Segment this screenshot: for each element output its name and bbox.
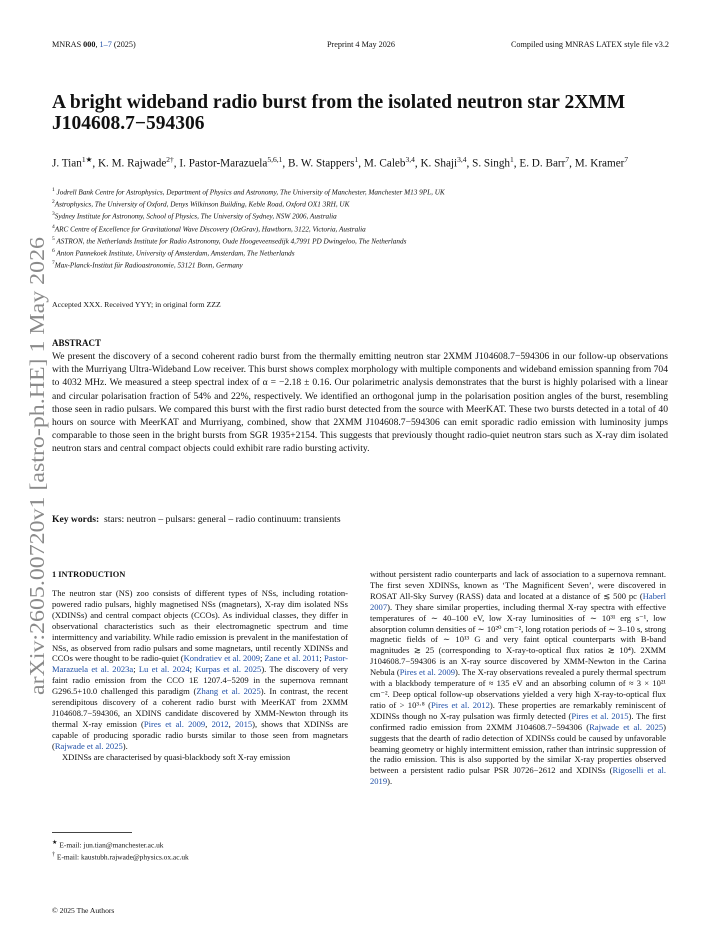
body-text: ). The first confirmed radio emission from 2XMM J104608.7−594306 ( bbox=[370, 710, 666, 732]
running-header-left: MNRAS 000, 1–7 (2025) bbox=[52, 40, 136, 49]
citation-link[interactable]: Zhang et al. 2025 bbox=[196, 686, 261, 697]
body-text: ). The X-ray observations revealed a purely thermal spectrum with a blackbody temperature of ≈ 135 eV and an absorbing column of ≈ 3 × 10²¹ cm⁻². Deep optical follow-up observations yielded a very high X-ray-to-optical flux ratio of > 10³·⁸ ( bbox=[370, 667, 666, 710]
author-name: K. M. Rajwade bbox=[97, 157, 167, 170]
citation-link[interactable]: 2012 bbox=[211, 718, 229, 729]
body-text: ; bbox=[133, 664, 139, 675]
body-text: without persistent radio counterparts and lack of association to a supernova remnant. The first seven XDINSs, known as ‘The Magnificent Seven’, were discovered in ROSAT All-Sky Survey (RASS) data and located at a distance of ≲ 500 pc ( bbox=[370, 569, 666, 601]
affiliation-text: ASTRON, the Netherlands Institute for Radio Astronomy, Oude Hoogeveensedijk 4,7991 PD Dwingeloo, The Netherlands bbox=[54, 237, 407, 246]
paragraph bbox=[370, 569, 666, 787]
journal-year: (2025) bbox=[113, 40, 136, 49]
citation-link[interactable]: Haberl 2007 bbox=[370, 590, 666, 612]
affiliation-number: 6 bbox=[52, 248, 55, 255]
page-range-link[interactable]: 1–7 bbox=[99, 40, 112, 49]
citation-link[interactable]: Rigoselli et al. 2019 bbox=[370, 765, 666, 787]
footnote-item bbox=[52, 850, 189, 862]
affiliation-number: 4 bbox=[52, 223, 55, 230]
paper-title: A bright wideband radio burst from the isolated neutron star 2XMM J104608.7−594306 bbox=[52, 92, 626, 134]
body-text: ) suggests that the dearth of radio detection of XDINSs could be caused by unfavorable beaming geometry or highly intermittent emission, rather than intrinsic suppression of the radio emission. This is also supported by the similar X-ray properties observed between a persistent radio pulsar PSR J0726−2612 and XDINSs ( bbox=[370, 721, 666, 776]
author-affiliation-mark: 1 bbox=[354, 155, 359, 164]
acceptance-note: Accepted XXX. Received YYY; in original form ZZZ bbox=[52, 300, 221, 309]
citation-link[interactable]: Rajwade et al. 2025 bbox=[54, 740, 123, 751]
body-text: ). The discovery of very faint radio emission from the CCO 1E 1207.4−5209 in the supernova remnant G296.5+10.0 challenged this paradigm ( bbox=[52, 664, 348, 697]
affiliation-number: 3 bbox=[52, 211, 55, 218]
affiliation-number: 1 bbox=[52, 187, 55, 193]
body-text: ; bbox=[260, 653, 265, 664]
paragraph: XDINSs are characterised by quasi-blackbody soft X-ray emission bbox=[62, 751, 291, 762]
affiliation-item bbox=[52, 235, 672, 247]
author-name: E. D. Barr bbox=[519, 157, 566, 170]
author-name: M. Caleb bbox=[363, 157, 406, 170]
affiliation-item bbox=[52, 259, 672, 271]
affiliation-number: 5 bbox=[52, 235, 55, 242]
author-name: M. Kramer bbox=[574, 157, 625, 170]
affiliation-item bbox=[52, 247, 672, 259]
journal-name: MNRAS bbox=[52, 40, 82, 49]
body-text: ). bbox=[387, 776, 393, 787]
author-affiliation-mark: 1★ bbox=[81, 155, 93, 164]
affiliation-number: 7 bbox=[52, 260, 55, 267]
author-name: B. W. Stappers bbox=[287, 157, 355, 170]
abstract-heading: ABSTRACT bbox=[52, 338, 102, 348]
journal-volume: 000 bbox=[83, 40, 96, 49]
citation-link[interactable]: Pastor-Marazuela et al. 2023a bbox=[52, 653, 348, 675]
citation-link[interactable]: Pires et al. 2009 bbox=[143, 718, 206, 729]
affiliation-text: Max-Planck-Institut für Radioastronomie, 53121 Bonn, Germany bbox=[54, 261, 243, 270]
author-affiliation-mark: 3,4 bbox=[405, 155, 415, 164]
abstract-text: We present the discovery of a second coherent radio burst from the thermally emitting neutron star 2XMM J104608.7−594306 in our follow-up observations with the Murriyang Ultra-Wideband Low receiver. This burst shows complex morphology with multiple components and wideband emission spanning from 704 to 4032 MHz. We measured a steep spectral index of α = −2.18 ± 0.16. Our polarimetric analysis demonstrates that the burst is highly polarised with a linear and circular polarisation fraction of 54% and 22%, respectively. We identified an orthogonal jump in the polarisation position angles of the burst, resembling those seen in radio pulsars. We compared this burst with the first radio burst detected from the source with MeerKAT. These two bursts detected in a total of 40 hours on source with MeerKAT and Murriyang, combined, show that 2XMM J104608.7−594306 can emit sporadic radio emission with luminosity jumps comparable to those seen in the bright bursts from SGR 1935+2154. This suggests that previously thought radio-quiet neutron stars such as X-ray dim isolated neutron stars and central compact objects could exhibit rare radio bursting activity. bbox=[52, 351, 668, 455]
affiliation-item bbox=[52, 186, 672, 198]
paragraph bbox=[52, 588, 348, 752]
keywords-text: stars: neutron – pulsars: general – radio continuum: transients bbox=[103, 514, 341, 525]
author-affiliation-mark: 7 bbox=[565, 155, 570, 164]
footnote-email[interactable]: E-mail: jun.tian@manchester.ac.uk bbox=[57, 840, 164, 850]
author-affiliation-mark: 3,4 bbox=[457, 155, 467, 164]
citation-link[interactable]: Lu et al. 2024 bbox=[138, 664, 190, 675]
author-list: J. Tian$^{1★}$, K. M. Rajwade$^{2\dagger}$, I. Pastor-Marazuela$^{5,6,1}$, B. W. Stappers$^1$, M. Caleb$^{3,4}$, K. Shaji$^{3,4}$, S. Singh$^1$, E. D. Barr$^7$, M. Kramer$^7$ bbox=[52, 155, 629, 170]
preprint-date: Preprint 4 May 2026 bbox=[327, 40, 395, 49]
citation-link[interactable]: Pires et al. 2012 bbox=[430, 699, 490, 710]
author-name: S. Singh bbox=[472, 157, 511, 170]
section-heading-introduction: 1 INTRODUCTION bbox=[52, 570, 126, 579]
author-affiliation-mark: 1 bbox=[510, 155, 514, 164]
body-column-right bbox=[370, 569, 666, 787]
footnote-rule bbox=[52, 832, 132, 833]
citation-link[interactable]: Pires et al. 2009 bbox=[399, 667, 456, 678]
author-affiliation-mark: 2† bbox=[166, 155, 174, 164]
affiliation-text: ARC Centre of Excellence for Gravitational Wave Discovery (OzGrav), Hawthorn, 3122, Victoria, Australia bbox=[54, 225, 366, 234]
affiliation-item bbox=[52, 223, 672, 235]
footnotes bbox=[52, 838, 189, 863]
author-name: J. Tian bbox=[52, 157, 82, 170]
author-name: I. Pastor-Marazuela bbox=[179, 157, 268, 170]
body-text: ). bbox=[122, 740, 128, 751]
body-column-left bbox=[52, 588, 348, 763]
citation-link[interactable]: Zane et al. 2011 bbox=[264, 653, 320, 664]
footnote-email[interactable]: E-mail: kaustubh.rajwade@physics.ox.ac.uk bbox=[55, 852, 189, 862]
citation-link[interactable]: Kurpas et al. 2025 bbox=[195, 664, 262, 675]
body-text: ). In contrast, the recent serendipitous discovery of a coherent radio burst with MeerKAT from 2XMM J104608.7−594306, an XDINS candidate discovered by XMM-Newton through its thermal X-ray emission ( bbox=[52, 686, 349, 729]
body-text: ; bbox=[319, 653, 324, 664]
author-affiliation-mark: 5,6,1 bbox=[267, 155, 283, 164]
body-text: ), shows that XDINSs are capable of producing sporadic radio bursts similar to those seen from magnetars ( bbox=[52, 718, 348, 751]
keywords bbox=[52, 514, 668, 525]
author-affiliation-mark: 7 bbox=[624, 155, 629, 164]
citation-link[interactable]: 2015 bbox=[235, 718, 253, 729]
body-text: ). These properties are remarkably reminiscent of XDINSs though no X-ray pulsation was firmly detected ( bbox=[370, 699, 666, 721]
arxiv-stamp-text: arXiv:2605.00720v1 [astro-ph.HE] 1 May 2026 bbox=[25, 282, 49, 695]
body-text: , bbox=[228, 718, 236, 729]
body-text: The neutron star (NS) zoo consists of different types of NSs, including rotation-powered radio pulsars, highly magnetised NSs (magnetars), X-ray dim isolated NSs (XDINSs) and central compact objects (CCOs). As individual classes, they differ in observational characteristics such as their electromagnetic spectrum and time intermittency and variability. While radio emission is prevalent in the manifestation of NSs, as observed from radio pulsars and some magnetars, until recently XDINSs and CCOs were thought to be radio-quiet ( bbox=[52, 588, 348, 664]
keywords-label: Key words: bbox=[52, 514, 100, 525]
author-name: K. Shaji bbox=[420, 157, 458, 170]
copyright-notice: © 2025 The Authors bbox=[52, 906, 115, 915]
citation-link[interactable]: Rajwade et al. 2025 bbox=[589, 721, 664, 732]
affiliation-text: Sydney Institute for Astronomy, School of Physics, The University of Sydney, NSW 2006, Australia bbox=[54, 212, 337, 221]
affiliation-text: Anton Pannekoek Institute, University of Amsterdam, Amsterdam, The Netherlands bbox=[54, 249, 295, 258]
footnote-mark: † bbox=[52, 852, 56, 859]
footnote-item bbox=[52, 838, 189, 850]
affiliation-list bbox=[52, 186, 672, 272]
compiled-note: Compiled using MNRAS LATEX style file v3.2 bbox=[510, 40, 669, 49]
arxiv-stamp bbox=[14, 235, 54, 695]
citation-link[interactable]: Pires et al. 2015 bbox=[571, 710, 629, 721]
affiliation-number: 2 bbox=[52, 199, 55, 206]
affiliation-text: Astrophysics, The University of Oxford, Denys Wilkinson Building, Keble Road, Oxford OX1 3RH, UK bbox=[54, 200, 350, 209]
body-text: ). They share similar properties, including thermal X-ray spectra with effective temperatures of ∼ 40–100 eV, low X-ray luminosities of ∼ 10³¹ erg s⁻¹, low absorption column densities of ∼ 10²⁰ cm⁻², long rotation periods of ∼ 3–10 s, strong magnetic fields of ∼ 10¹³ G and very faint optical counterparts with B-band magnitudes ≳ 25 (corresponding to X-ray-to-optical flux ratios ≳ 10⁴). 2XMM J104608.7−594306 is an X-ray source discovered by XMM-Newton in the Carina Nebula ( bbox=[370, 601, 666, 678]
body-text: , bbox=[205, 718, 212, 729]
affiliation-item bbox=[52, 198, 672, 210]
footnote-mark: ★ bbox=[52, 840, 58, 846]
citation-link[interactable]: Kondratiev et al. 2009 bbox=[183, 653, 261, 664]
affiliation-item bbox=[52, 210, 672, 222]
affiliation-text: Jodrell Bank Centre for Astrophysics, Department of Physics and Astronomy, The University of Manchester, Manchester M13 9PL, UK bbox=[54, 188, 445, 197]
body-text: ; bbox=[189, 664, 196, 675]
